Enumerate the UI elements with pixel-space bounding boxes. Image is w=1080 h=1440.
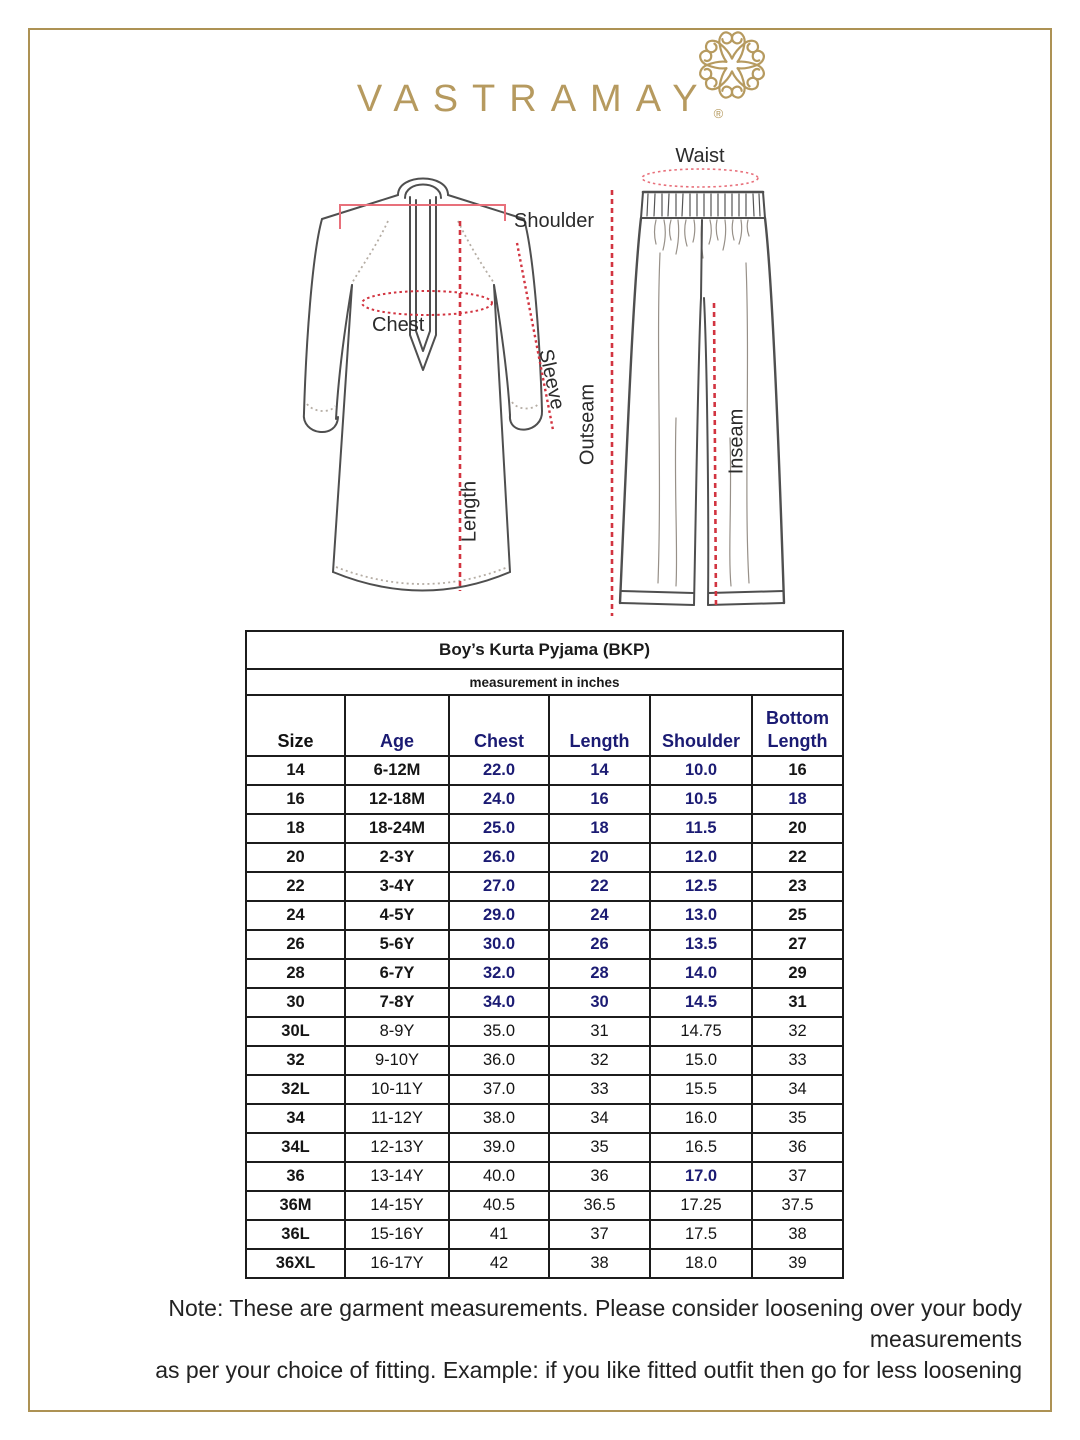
table-cell: 10.5 xyxy=(650,785,752,814)
table-cell: 14.0 xyxy=(650,959,752,988)
table-row xyxy=(246,1220,843,1249)
size-table-body xyxy=(246,756,843,1278)
table-cell: 18 xyxy=(752,785,843,814)
table-cell: 37.0 xyxy=(449,1075,549,1104)
outseam-label: Outseam xyxy=(576,383,599,466)
table-cell: 39 xyxy=(752,1249,843,1278)
table-cell: 10-11Y xyxy=(345,1075,449,1104)
table-row xyxy=(246,930,843,959)
table-cell: 36 xyxy=(246,1162,345,1191)
table-cell: 20 xyxy=(549,843,650,872)
table-cell: 26 xyxy=(246,930,345,959)
column-header-chest: Chest xyxy=(449,695,549,756)
table-cell: 15.5 xyxy=(650,1075,752,1104)
table-cell: 18.0 xyxy=(650,1249,752,1278)
table-cell: 13.5 xyxy=(650,930,752,959)
table-cell: 34 xyxy=(752,1075,843,1104)
table-cell: 16.0 xyxy=(650,1104,752,1133)
table-cell: 33 xyxy=(752,1046,843,1075)
table-cell: 32 xyxy=(246,1046,345,1075)
table-row xyxy=(246,872,843,901)
table-cell: 32L xyxy=(246,1075,345,1104)
table-cell: 3-4Y xyxy=(345,872,449,901)
table-cell: 17.5 xyxy=(650,1220,752,1249)
table-cell: 22.0 xyxy=(449,756,549,785)
table-cell: 38 xyxy=(752,1220,843,1249)
table-cell: 32.0 xyxy=(449,959,549,988)
table-row xyxy=(246,1249,843,1278)
table-cell: 17.0 xyxy=(650,1162,752,1191)
table-cell: 30 xyxy=(549,988,650,1017)
table-cell: 35.0 xyxy=(449,1017,549,1046)
table-row xyxy=(246,1017,843,1046)
kurta-left-sleeve xyxy=(304,219,322,413)
table-cell: 35 xyxy=(549,1133,650,1162)
table-row xyxy=(246,814,843,843)
table-row xyxy=(246,1104,843,1133)
table-row xyxy=(246,756,843,785)
table-row xyxy=(246,1046,843,1075)
table-cell: 26 xyxy=(549,930,650,959)
column-header-length: Length xyxy=(549,695,650,756)
table-row xyxy=(246,988,843,1017)
table-cell: 24 xyxy=(246,901,345,930)
table-cell: 33 xyxy=(549,1075,650,1104)
note-line-2: as per your choice of fitting. Example: if you like fitted outfit then go for less loosening xyxy=(155,1357,1022,1383)
table-unit-row xyxy=(246,669,843,695)
table-cell: 18 xyxy=(549,814,650,843)
table-cell: 12.5 xyxy=(650,872,752,901)
table-cell: 11.5 xyxy=(650,814,752,843)
registered-trademark-icon: ® xyxy=(713,106,724,121)
table-cell: 28 xyxy=(549,959,650,988)
table-cell: 36 xyxy=(549,1162,650,1191)
table-cell: 16 xyxy=(549,785,650,814)
length-label: Length xyxy=(458,480,481,543)
table-cell: 36XL xyxy=(246,1249,345,1278)
table-cell: 41 xyxy=(449,1220,549,1249)
table-cell: 24.0 xyxy=(449,785,549,814)
table-cell: 32 xyxy=(752,1017,843,1046)
table-cell: 30.0 xyxy=(449,930,549,959)
table-row xyxy=(246,1191,843,1220)
table-cell: 16 xyxy=(752,756,843,785)
table-cell: 22 xyxy=(549,872,650,901)
note-line-1: Note: These are garment measurements. Please consider loosening over your body measurements xyxy=(168,1295,1022,1352)
pyjama-right-leg xyxy=(765,218,784,603)
table-title-row xyxy=(246,631,843,669)
column-header-shoulder: Shoulder xyxy=(650,695,752,756)
table-cell: 23 xyxy=(752,872,843,901)
table-cell: 17.25 xyxy=(650,1191,752,1220)
table-cell: 29 xyxy=(752,959,843,988)
table-cell: 16 xyxy=(246,785,345,814)
table-row xyxy=(246,843,843,872)
inseam-measure-line xyxy=(714,303,716,608)
table-cell: 24 xyxy=(549,901,650,930)
pyjama-left-leg xyxy=(620,218,641,603)
table-cell: 18-24M xyxy=(345,814,449,843)
column-header-size: Size xyxy=(246,695,345,756)
table-cell: 34L xyxy=(246,1133,345,1162)
table-cell: 15.0 xyxy=(650,1046,752,1075)
table-row xyxy=(246,1133,843,1162)
column-header-age: Age xyxy=(345,695,449,756)
size-chart-table xyxy=(245,630,844,1279)
table-cell: 14 xyxy=(549,756,650,785)
table-cell: 5-6Y xyxy=(345,930,449,959)
brand-logo xyxy=(0,78,1080,121)
table-cell: 29.0 xyxy=(449,901,549,930)
table-cell: 36.5 xyxy=(549,1191,650,1220)
table-unit-note: measurement in inches xyxy=(246,669,843,695)
table-cell: 12-13Y xyxy=(345,1133,449,1162)
table-cell: 30L xyxy=(246,1017,345,1046)
table-cell: 30 xyxy=(246,988,345,1017)
table-cell: 37 xyxy=(752,1162,843,1191)
table-cell: 2-3Y xyxy=(345,843,449,872)
table-row xyxy=(246,785,843,814)
inseam-label: Inseam xyxy=(725,408,748,475)
measurement-note xyxy=(48,1293,1022,1386)
table-cell: 12-18M xyxy=(345,785,449,814)
brand-logo-inner xyxy=(357,78,723,121)
table-cell: 22 xyxy=(246,872,345,901)
brand-name: VASTRAMAY xyxy=(356,78,712,120)
table-cell: 22 xyxy=(752,843,843,872)
table-cell: 14-15Y xyxy=(345,1191,449,1220)
table-cell: 6-7Y xyxy=(345,959,449,988)
table-row xyxy=(246,1075,843,1104)
kurta-body xyxy=(333,285,352,572)
table-cell: 38.0 xyxy=(449,1104,549,1133)
table-cell: 27 xyxy=(752,930,843,959)
table-row xyxy=(246,959,843,988)
table-cell: 12.0 xyxy=(650,843,752,872)
table-cell: 38 xyxy=(549,1249,650,1278)
sleeve-label: Sleeve xyxy=(534,347,569,412)
table-cell: 13.0 xyxy=(650,901,752,930)
table-row xyxy=(246,1162,843,1191)
table-cell: 6-12M xyxy=(345,756,449,785)
table-cell: 36.0 xyxy=(449,1046,549,1075)
column-header-bottom-length: Bottom Length xyxy=(752,695,843,756)
table-cell: 4-5Y xyxy=(345,901,449,930)
table-cell: 34.0 xyxy=(449,988,549,1017)
pyjama-diagram xyxy=(598,158,798,626)
table-cell: 40.5 xyxy=(449,1191,549,1220)
table-cell: 31 xyxy=(752,988,843,1017)
kurta-shoulder-line xyxy=(322,195,398,219)
table-cell: 14.75 xyxy=(650,1017,752,1046)
table-cell: 8-9Y xyxy=(345,1017,449,1046)
table-cell: 36 xyxy=(752,1133,843,1162)
chest-measure-ellipse xyxy=(362,291,492,315)
table-cell: 37.5 xyxy=(752,1191,843,1220)
table-cell: 28 xyxy=(246,959,345,988)
table-cell: 18 xyxy=(246,814,345,843)
table-cell: 14 xyxy=(246,756,345,785)
table-cell: 11-12Y xyxy=(345,1104,449,1133)
table-cell: 7-8Y xyxy=(345,988,449,1017)
table-cell: 39.0 xyxy=(449,1133,549,1162)
waist-label: Waist xyxy=(675,145,725,167)
shoulder-measure-line xyxy=(340,205,505,229)
chest-label: Chest xyxy=(372,314,425,336)
shoulder-label: Shoulder xyxy=(514,210,595,232)
table-cell: 26.0 xyxy=(449,843,549,872)
table-cell: 27.0 xyxy=(449,872,549,901)
table-cell: 16-17Y xyxy=(345,1249,449,1278)
table-cell: 32 xyxy=(549,1046,650,1075)
waist-measure-ellipse xyxy=(642,169,758,187)
table-cell: 40.0 xyxy=(449,1162,549,1191)
table-cell: 9-10Y xyxy=(345,1046,449,1075)
table-cell: 36M xyxy=(246,1191,345,1220)
table-row xyxy=(246,901,843,930)
table-cell: 20 xyxy=(752,814,843,843)
table-cell: 16.5 xyxy=(650,1133,752,1162)
table-cell: 14.5 xyxy=(650,988,752,1017)
table-cell: 13-14Y xyxy=(345,1162,449,1191)
table-cell: 20 xyxy=(246,843,345,872)
table-cell: 42 xyxy=(449,1249,549,1278)
table-cell: 34 xyxy=(246,1104,345,1133)
table-cell: 36L xyxy=(246,1220,345,1249)
table-cell: 10.0 xyxy=(650,756,752,785)
table-header-row xyxy=(246,695,843,756)
floral-mandala-icon xyxy=(695,28,769,102)
table-cell: 25 xyxy=(752,901,843,930)
table-cell: 15-16Y xyxy=(345,1220,449,1249)
table-cell: 34 xyxy=(549,1104,650,1133)
table-title: Boy’s Kurta Pyjama (BKP) xyxy=(246,631,843,669)
table-cell: 35 xyxy=(752,1104,843,1133)
table-cell: 25.0 xyxy=(449,814,549,843)
table-cell: 37 xyxy=(549,1220,650,1249)
table-cell: 31 xyxy=(549,1017,650,1046)
